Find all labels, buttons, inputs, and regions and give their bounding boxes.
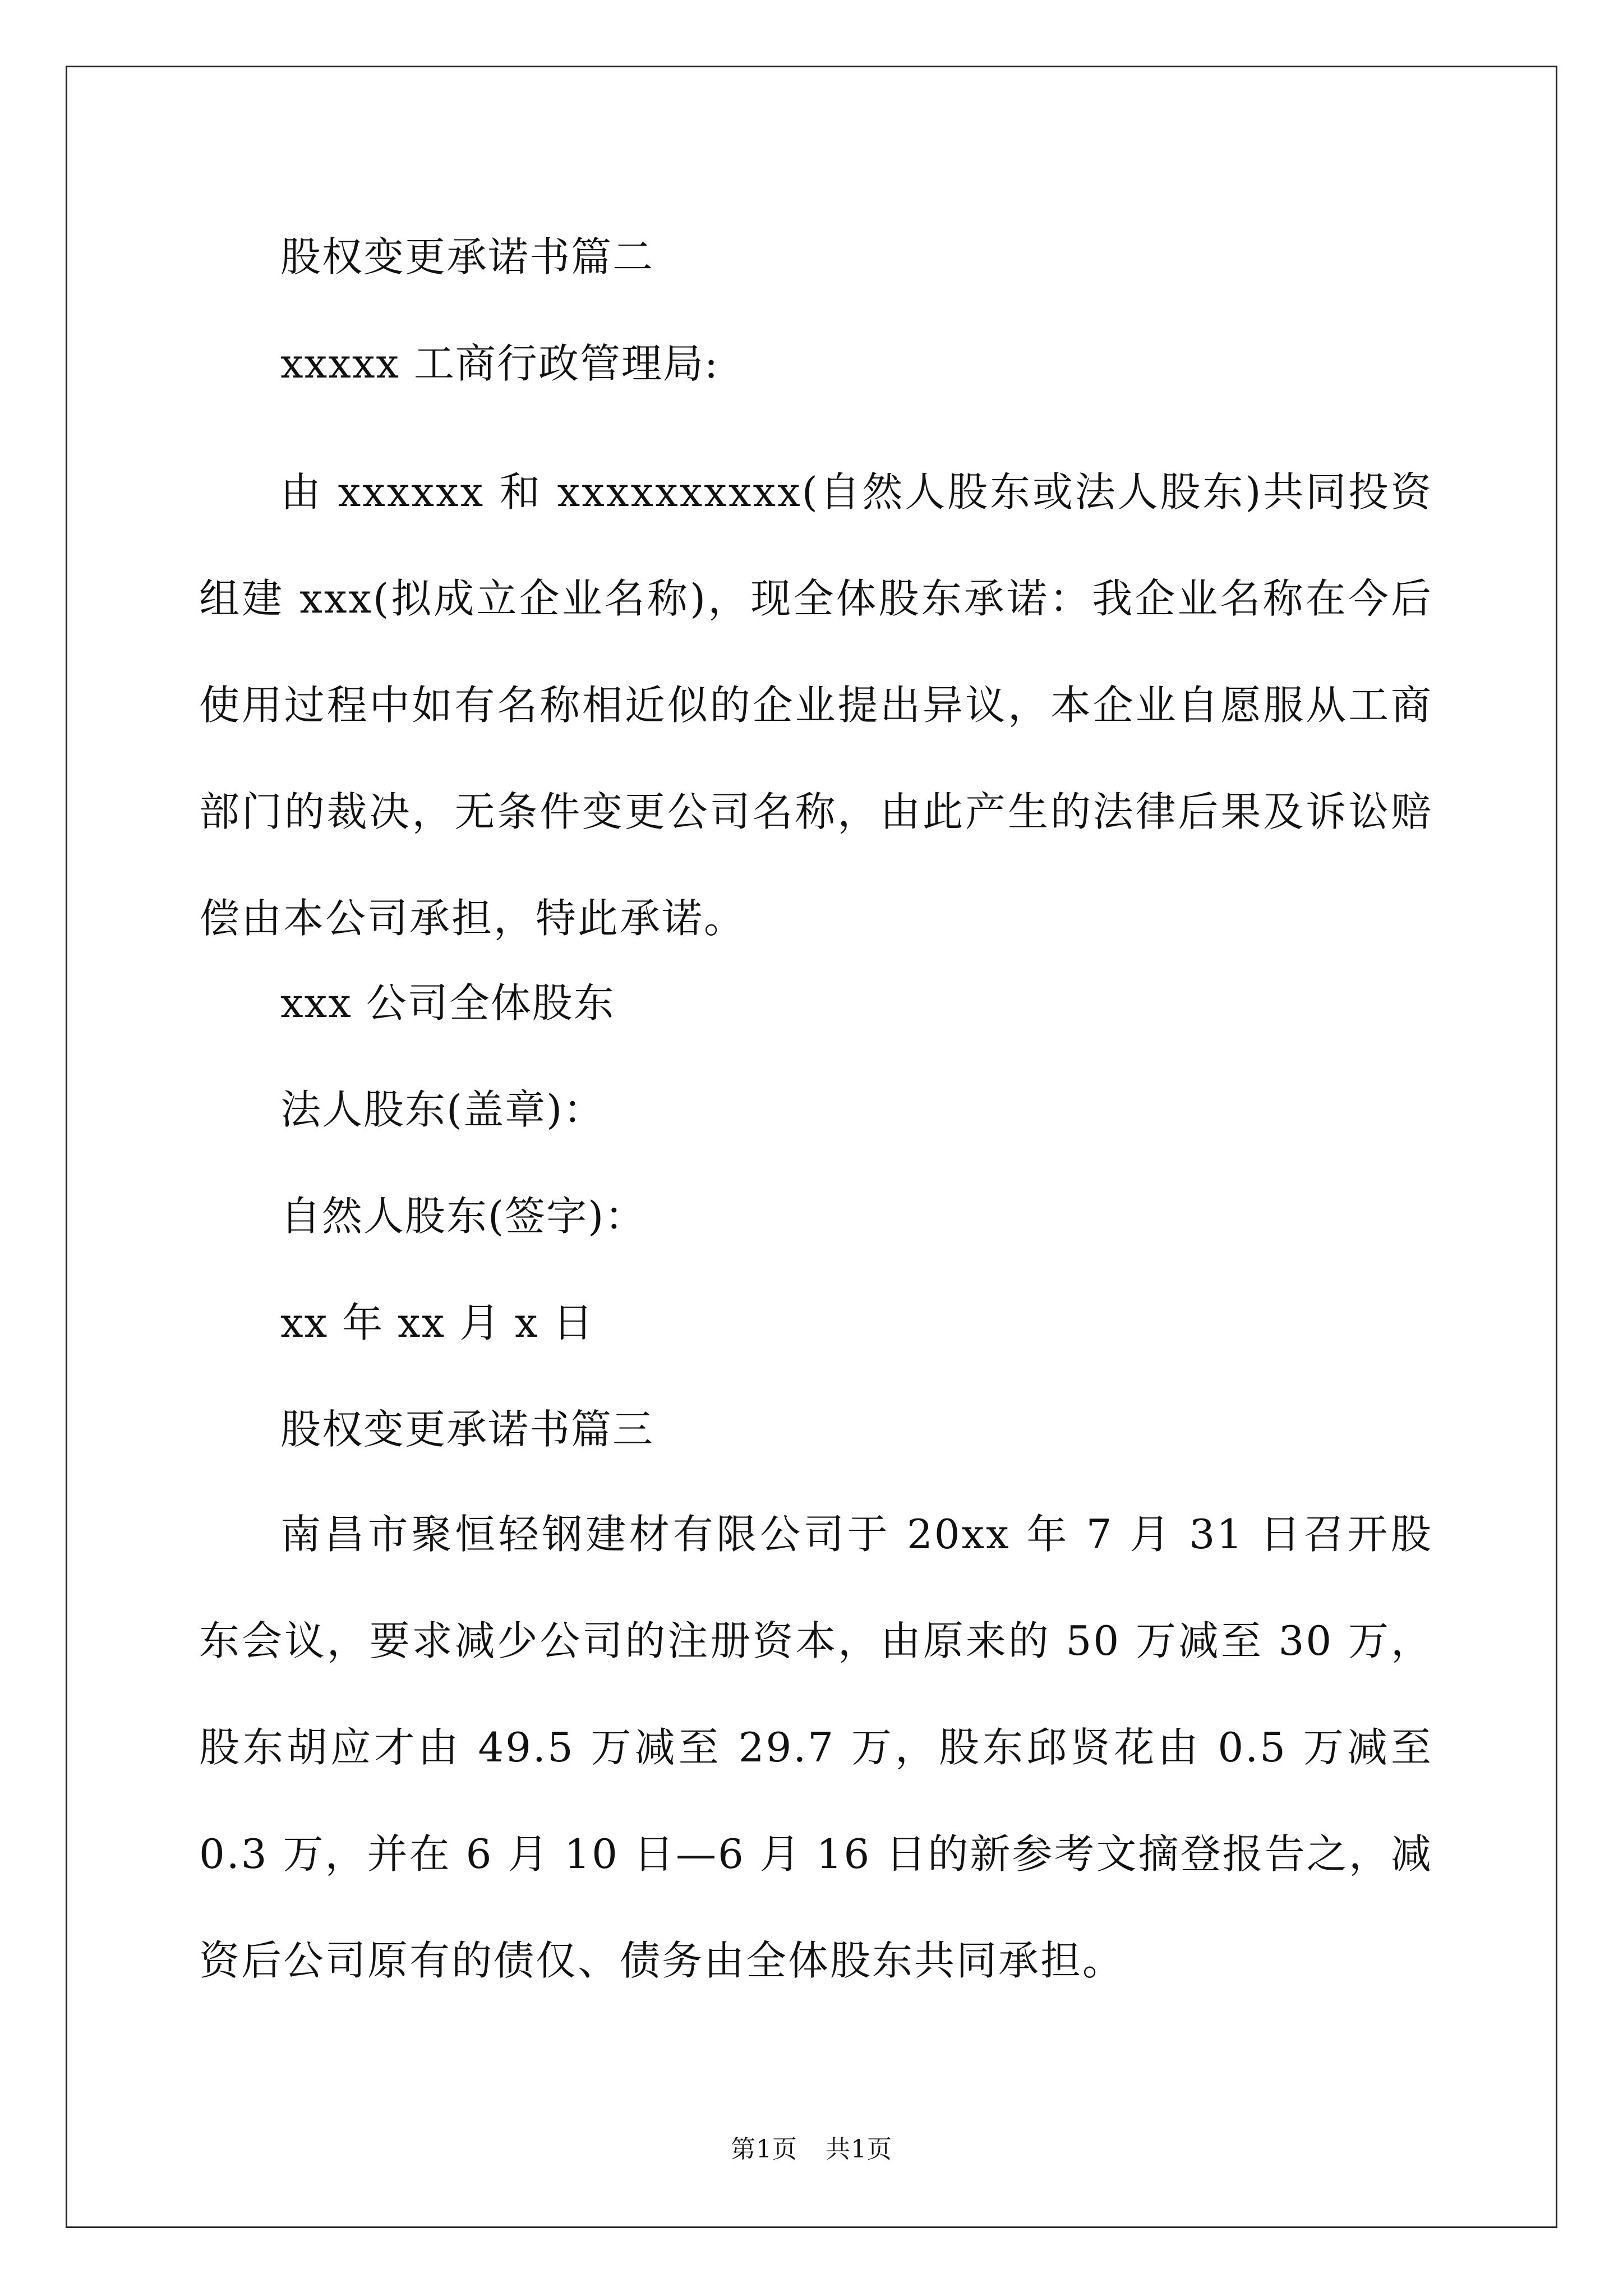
commitment-paragraph: 由 xxxxxx 和 xxxxxxxxxx(自然人股东或法人股东)共同投资组建 xxx(拟成立企业名称)，现全体股东承诺：我企业名称在今后使用过程中如有名称相近似的企业提出异议，本企业自愿服从工商部门的裁决，无条件变更公司名称，由此产生的法律后果及诉讼赔偿由本公司承担，特此承诺。 — [199, 468, 1433, 942]
date-line: xx 年 xx 月 x 日 — [280, 1299, 594, 1346]
page-footer — [0, 2129, 1623, 2165]
page-total: 共1页 — [826, 2135, 892, 2164]
addressee-line: xxxxx 工商行政管理局: — [280, 340, 720, 387]
legal-shareholder-seal-line: 法人股东(盖章)： — [280, 1086, 605, 1133]
section-heading-3: 股权变更承诺书篇三 — [280, 1406, 654, 1453]
section-heading-2: 股权变更承诺书篇二 — [280, 233, 654, 280]
page-number: 第1页 — [731, 2135, 797, 2164]
natural-shareholder-signature-line: 自然人股东(签字)： — [280, 1193, 647, 1240]
signer-line: xxx 公司全体股东 — [280, 979, 615, 1027]
capital-reduction-paragraph: 南昌市聚恒轻钢建材有限公司于 20xx 年 7 月 31 日召开股东会议，要求减少公司的注册资本，由原来的 50 万减至 30 万，股东胡应才由 49.5 万减至 29.7 万，股东邱贤花由 0.5 万减至 0.3 万，并在 6 月 10 日—6 月 16 日的新参考文摘登报告之，减资后公司原有的债仅、债务由全体股东共同承担。 — [199, 1511, 1433, 1984]
